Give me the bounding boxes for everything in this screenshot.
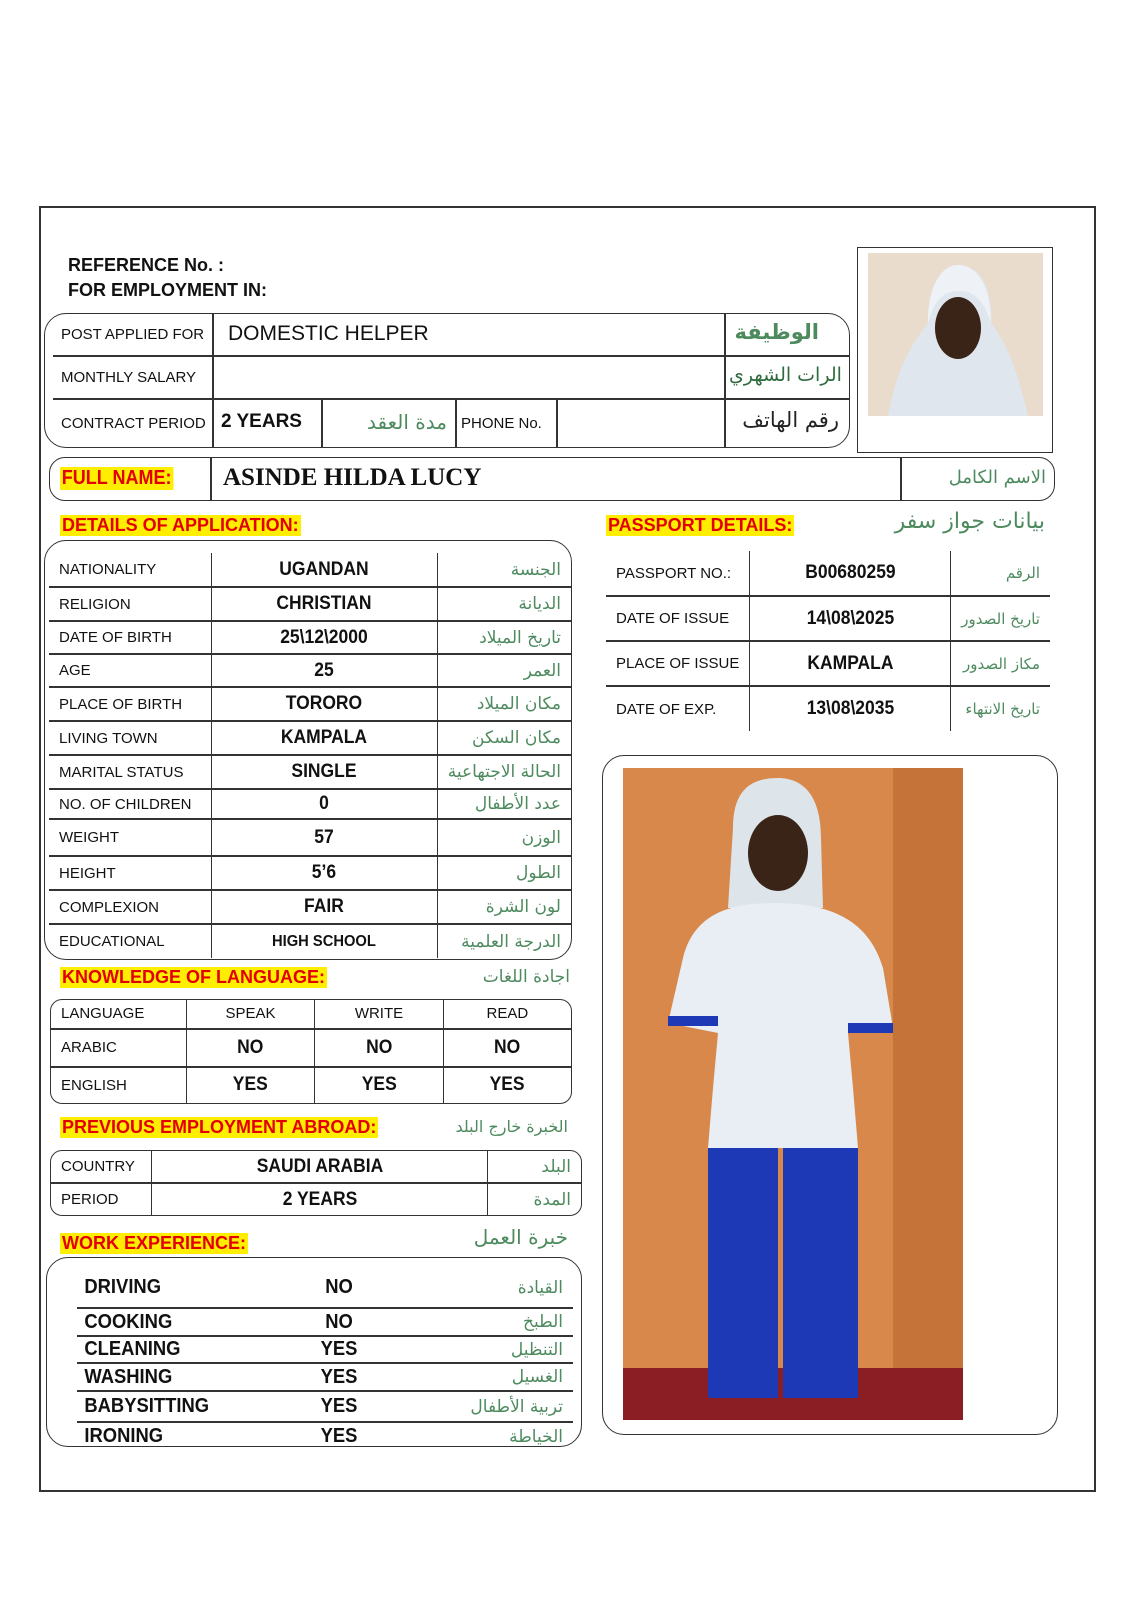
application-ar: الطول [437,856,571,890]
application-label: DATE OF BIRTH [49,621,211,654]
language-row [51,1029,571,1067]
language-level: YES [448,1067,566,1103]
work-row [77,1391,573,1422]
passport-title-ar: بيانات جواز سفر [894,509,1045,534]
post-value: DOMESTIC HELPER [228,322,429,345]
language-level: NO [320,1029,438,1067]
language-header: SPEAK [186,1000,315,1029]
application-row [49,587,571,621]
application-value: FAIR [220,890,428,924]
work-ar: الخياطة [509,1426,563,1447]
salary-ar: الرات الشهري [729,364,842,386]
application-value: 0 [220,789,428,819]
work-value: YES [237,1336,439,1363]
passport-value: 13\08\2035 [758,686,943,731]
application-value: 25 [220,654,428,687]
language-level: NO [191,1029,309,1067]
passport-row [606,596,1050,641]
passport-table-wrap [606,551,1050,733]
application-value: TORORO [220,687,428,721]
application-table [49,553,571,958]
application-row [49,924,571,958]
language-level: YES [320,1067,438,1103]
application-row [49,755,571,789]
full-name-label: FULL NAME: [61,467,172,489]
language-header-row [51,1000,571,1029]
language-header: WRITE [315,1000,444,1029]
work-table [77,1268,573,1450]
application-label: MARITAL STATUS [49,755,211,789]
work-ar: التنظيل [449,1336,573,1363]
previous-title-ar: الخبرة خارج البلد [455,1117,568,1136]
application-ar: تاريخ الميلاد [437,621,571,654]
previous-label: COUNTRY [51,1151,152,1183]
language-row [51,1067,571,1103]
phone-label: PHONE No. [461,415,542,432]
application-ar: العمر [437,654,571,687]
work-ar: القيادة [449,1268,573,1308]
passport-label: PLACE OF ISSUE [606,641,750,686]
previous-value: 2 YEARS [165,1183,474,1215]
passport-row [606,641,1050,686]
passport-ar: الرقم [951,551,1050,596]
work-label: COOKING [77,1308,216,1336]
application-ar: مكان الميلاد [437,687,571,721]
work-label: CLEANING [77,1336,216,1363]
language-header: READ [443,1000,571,1029]
work-value: YES [237,1363,439,1391]
work-value: NO [237,1308,439,1336]
work-label: WASHING [77,1363,216,1391]
work-value: NO [237,1268,439,1308]
application-label: NO. OF CHILDREN [49,789,211,819]
language-level: NO [448,1029,566,1067]
application-row [49,687,571,721]
application-label: NATIONALITY [49,553,211,587]
previous-row [51,1183,581,1215]
job-details-box [44,313,850,448]
previous-title: PREVIOUS EMPLOYMENT ABROAD: [62,1117,377,1137]
work-label: IRONING [84,1425,164,1447]
application-row [49,654,571,687]
work-ar: الطبخ [449,1308,573,1336]
employment-label: FOR EMPLOYMENT IN: [68,280,267,300]
application-label: EDUCATIONAL [59,933,165,950]
work-row [77,1363,573,1391]
work-row [77,1268,573,1308]
application-label: COMPLEXION [49,890,211,924]
application-row [49,789,571,819]
application-ar: الوزن [437,819,571,856]
work-row [77,1336,573,1363]
passport-ar: تاريخ الانتهاء [951,686,1050,731]
work-value: YES [320,1425,357,1447]
previous-ar: المدة [488,1183,582,1215]
phone-ar: رقم الهاتف [742,408,839,432]
work-ar: الغسيل [449,1363,573,1391]
application-ar: عدد الأطفال [437,789,571,819]
work-title: WORK EXPERIENCE: [62,1233,247,1253]
passport-label: DATE OF EXP. [616,700,717,718]
application-value: UGANDAN [220,553,428,587]
previous-ar: البلد [488,1151,582,1183]
passport-label: PASSPORT NO.: [606,551,750,596]
headshot-image [868,253,1043,416]
application-ar: الحالة الاجتهاعية [437,755,571,789]
application-label: WEIGHT [49,819,211,856]
passport-label: DATE OF ISSUE [606,596,750,641]
application-box [44,540,572,960]
application-row [49,721,571,755]
application-row [49,553,571,587]
work-ar: تربية الأطفال [449,1391,573,1422]
work-label: DRIVING [77,1268,216,1308]
previous-value: SAUDI ARABIA [165,1151,474,1183]
contract-ar: مدة العقد [367,410,447,434]
work-label: BABYSITTING [77,1391,216,1422]
application-value: HIGH SCHOOL [220,924,428,958]
work-row [77,1422,573,1450]
application-value: CHRISTIAN [220,587,428,621]
head-photo [868,253,1043,416]
language-level: YES [191,1067,309,1103]
passport-title: PASSPORT DETAILS: [608,515,793,535]
passport-value: 14\08\2025 [758,596,943,641]
work-title-ar: خبرة العمل [473,1225,568,1249]
application-value: 57 [220,819,428,856]
language-name: ARABIC [51,1029,186,1067]
passport-ar: تاريخ الصدور [951,596,1050,641]
application-ar: مكان السكن [437,721,571,755]
application-row [49,890,571,924]
application-value: KAMPALA [220,721,428,755]
previous-table [51,1151,581,1215]
application-label: PLACE OF BIRTH [49,687,211,721]
language-title-ar: اجادة اللغات [482,967,570,987]
contract-label: CONTRACT PERIOD [61,415,206,432]
language-box [50,999,572,1104]
previous-box [50,1150,582,1216]
application-value: 5’6 [220,856,428,890]
full-body-photo [623,768,963,1420]
application-title: DETAILS OF APPLICATION: [62,515,299,535]
reference-label: REFERENCE No. : [68,255,225,275]
application-label: AGE [49,654,211,687]
application-value: SINGLE [220,755,428,789]
language-header: LANGUAGE [51,1000,186,1029]
salary-label: MONTHLY SALARY [61,369,197,386]
work-box [46,1257,582,1447]
full-body-image [623,768,963,1420]
previous-label: PERIOD [61,1191,119,1208]
application-value: 25\12\2000 [220,621,428,654]
application-row [49,819,571,856]
photo-frame [857,247,1053,453]
full-name-ar: الاسم الكامل [948,467,1046,488]
post-label: POST APPLIED FOR [61,326,205,343]
application-label: LIVING TOWN [49,721,211,755]
language-table [51,1000,571,1103]
passport-row [606,686,1050,731]
passport-row [606,551,1050,596]
full-name-box [49,457,1055,501]
passport-table [606,551,1050,731]
language-title: KNOWLEDGE OF LANGUAGE: [62,967,325,987]
work-value: YES [237,1391,439,1422]
application-ar: لون الشرة [437,890,571,924]
post-ar: الوظيفة [734,320,819,344]
application-row [49,621,571,654]
application-label: HEIGHT [49,856,211,890]
passport-value: B00680259 [758,551,943,596]
full-name-value: ASINDE HILDA LUCY [223,464,482,491]
passport-value: KAMPALA [758,641,943,686]
previous-row [51,1151,581,1183]
application-row [49,856,571,890]
photo-box [602,755,1058,1435]
application-ar: الدرجة العلمية [437,924,571,958]
contract-value: 2 YEARS [221,411,302,432]
application-ar: الجنسة [437,553,571,587]
work-row [77,1308,573,1336]
language-name: ENGLISH [61,1076,127,1094]
application-label: RELIGION [49,587,211,621]
application-ar: الديانة [437,587,571,621]
passport-ar: مكاز الصدور [951,641,1050,686]
